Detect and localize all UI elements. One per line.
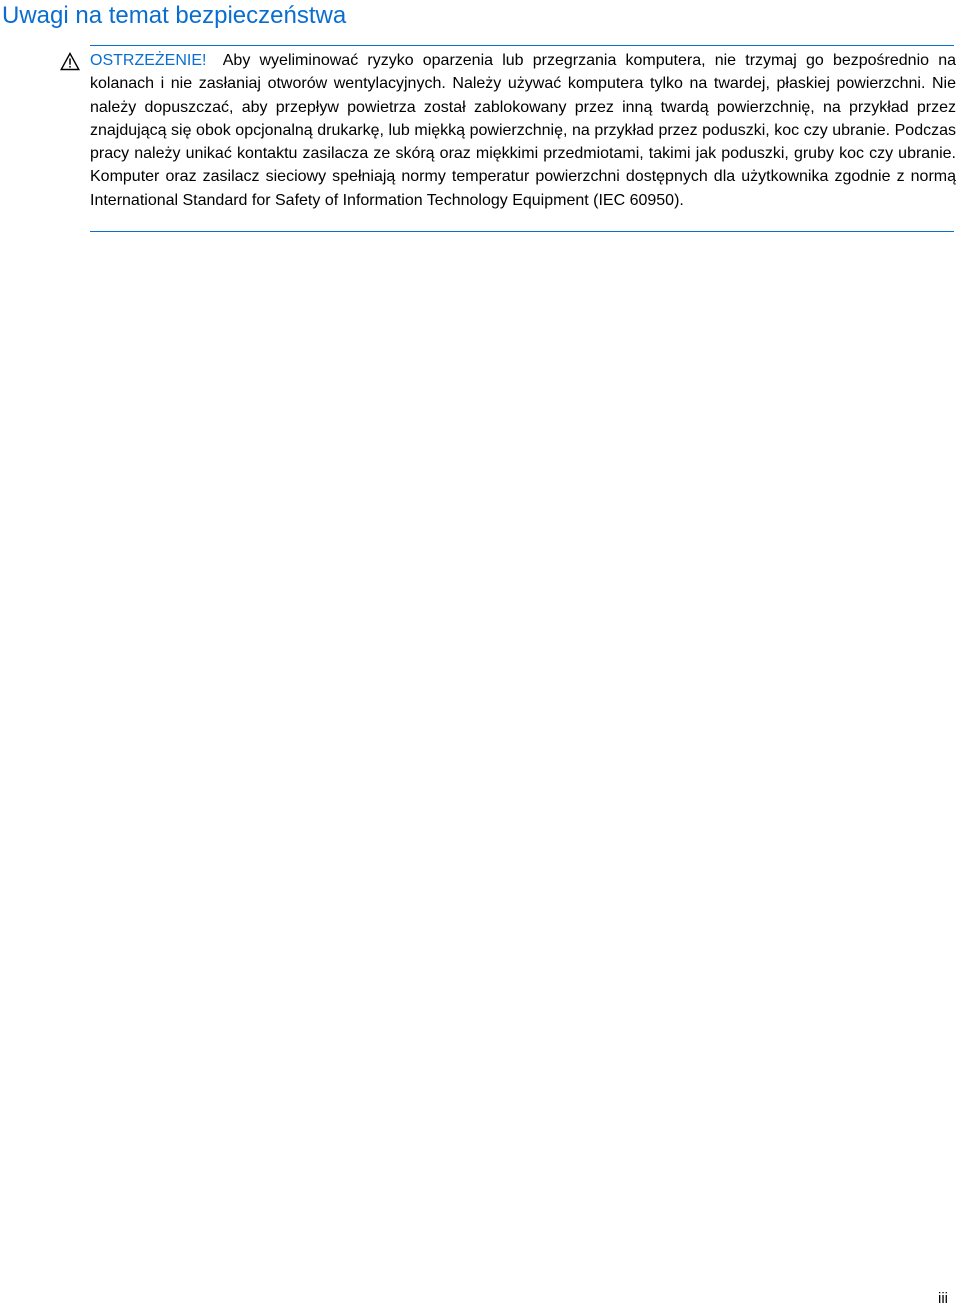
warning-top-rule xyxy=(90,45,954,46)
warning-triangle-icon xyxy=(60,52,80,71)
warning-body-text: Aby wyeliminować ryzyko oparzenia lub przegrzania komputera, nie trzymaj go bezpośrednio na kolanach i nie zasłaniaj otworów wentylacyjnych. Należy używać komputera tylko na twardej, płaskiej powierzchni. Nie należy dopuszczać, aby przepływ powietrza został zablokowany przez inną twardą powierzchnię, na przykład przez znajdującą się obok opcjonalną drukarkę, lub miękką powierzchnię, na przykład przez poduszki, koc czy ubranie. Podczas pracy należy unikać kontaktu zasilacza ze skórą oraz miękkimi przedmiotami, takimi jak poduszki, gruby koc czy ubranie. Komputer oraz zasilacz sieciowy spełniają normy temperatur powierzchni dostępnych dla użytkownika zgodnie z normą International Standard for Safety of Information Technology Equipment (IEC 60950). xyxy=(90,52,956,209)
warning-paragraph xyxy=(90,49,956,212)
warning-box xyxy=(60,45,954,232)
warning-label: OSTRZEŻENIE! xyxy=(90,52,207,69)
page-title: Uwagi na temat bezpieczeństwa xyxy=(2,2,347,29)
warning-bottom-rule xyxy=(90,231,954,232)
page-number: iii xyxy=(938,1290,948,1307)
